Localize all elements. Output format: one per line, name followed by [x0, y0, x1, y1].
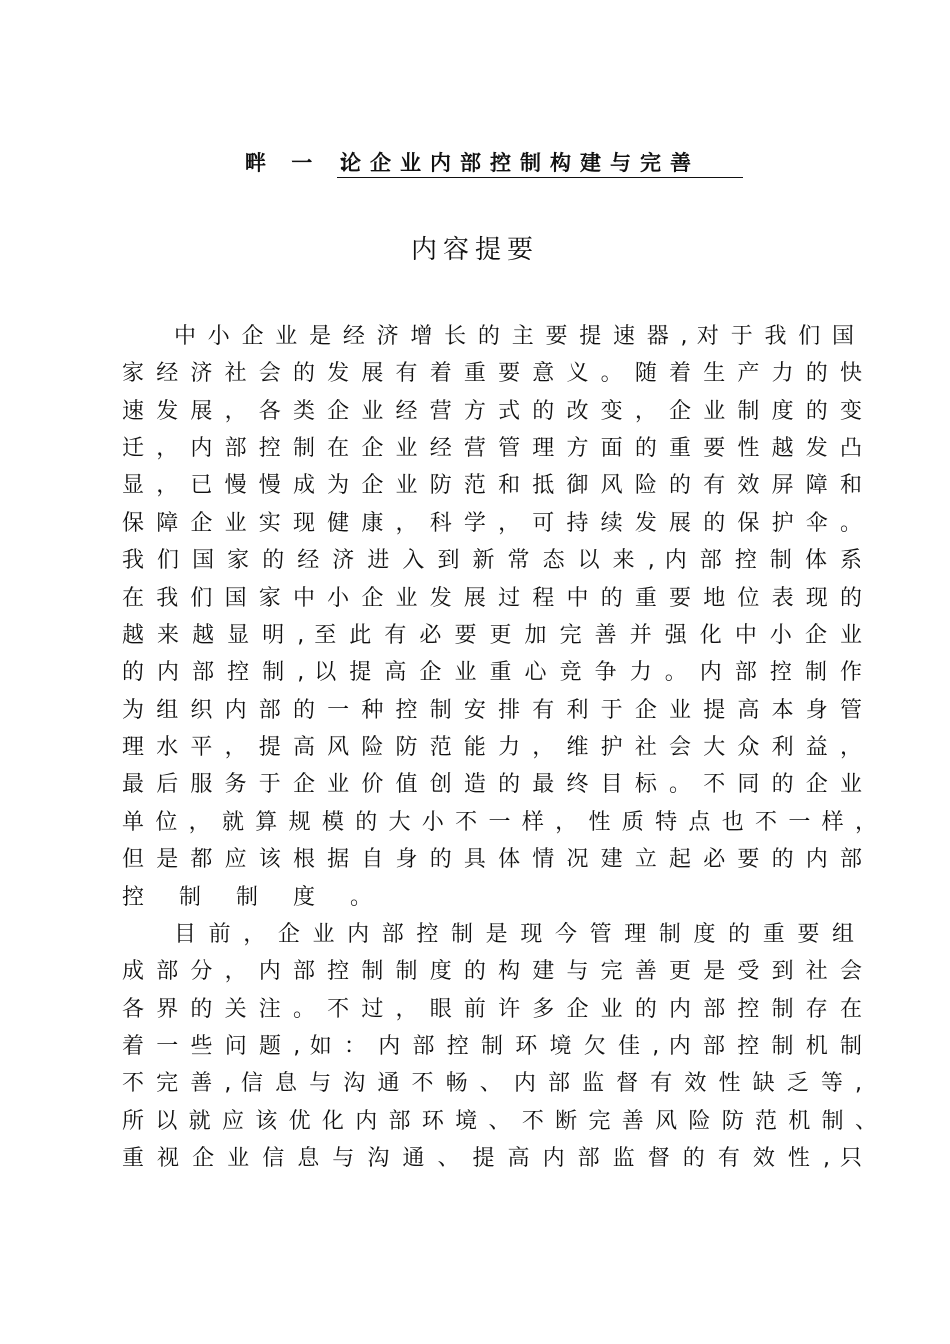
- paragraph-1-line-13: 最 后 服 务 于 企 业 价 值 创 造 的 最 终 目 标 。 不 同 的 企 业: [122, 772, 862, 797]
- paragraph-2-line-2: 成 部 分 ， 内 部 控 制 制 度 的 构 建 与 完 善 更 是 受 到 社 会: [122, 959, 862, 984]
- paragraph-2-line-1: 目 前 ， 企 业 内 部 控 制 是 现 今 管 理 制 度 的 重 要 组: [174, 922, 854, 947]
- paragraph-2-line-4: 着 一 些 问 题 , 如 ： 内 部 控 制 环 境 欠 佳 , 内 部 控 制 机 制: [122, 1034, 862, 1059]
- section-heading: 内容提要: [410, 235, 539, 265]
- paragraph-2-line-7: 重 视 企 业 信 息 与 沟 通 、 提 高 内 部 监 督 的 有 效 性 , 只: [122, 1146, 862, 1171]
- paragraph-1-line-5: 显 ， 已 慢 慢 成 为 企 业 防 范 和 抵 御 风 险 的 有 效 屏 障 和: [122, 473, 862, 498]
- paragraph-1-line-14: 单 位 ， 就 算 规 模 的 大 小 不 一 样 ， 性 质 特 点 也 不 一 样 ，: [122, 810, 877, 835]
- paragraph-1-line-10: 的 内 部 控 制 , 以 提 高 企 业 重 心 竞 争 力 。 内 部 控 制 作: [122, 660, 862, 685]
- paragraph-1-line-16: 控 制 制 度 。: [122, 885, 386, 910]
- paragraph-2-line-5: 不 完 善 , 信 息 与 沟 通 不 畅 、 内 部 监 督 有 效 性 缺 乏 等 ,: [122, 1071, 862, 1096]
- paragraph-2-line-6: 所 以 就 应 该 优 化 内 部 环 境 、 不 断 完 善 风 险 防 范 机 制 、: [122, 1109, 877, 1134]
- paragraph-1-line-4: 迁 ， 内 部 控 制 在 企 业 经 营 管 理 方 面 的 重 要 性 越 发 凸: [122, 436, 862, 461]
- paragraph-1-line-9: 越 来 越 显 明 , 至 此 有 必 要 更 加 完 善 并 强 化 中 小 企 业: [122, 623, 862, 648]
- paragraph-1-line-7: 我 们 国 家 的 经 济 进 入 到 新 常 态 以 来 , 内 部 控 制 体 系: [122, 548, 862, 573]
- header-prefix: 畔 一 ：: [245, 151, 368, 175]
- paragraph-1-line-11: 为 组 织 内 部 的 一 种 控 制 安 排 有 利 于 企 业 提 高 本 身 管: [122, 698, 862, 723]
- paragraph-1-line-12: 理 水 平 ， 提 高 风 险 防 范 能 力 ， 维 护 社 会 大 众 利 益 ，: [122, 735, 862, 760]
- paragraph-1-line-15: 但 是 都 应 该 根 据 自 身 的 具 体 情 况 建 立 起 必 要 的 内 部: [122, 847, 862, 872]
- header-underline: [337, 177, 743, 178]
- paragraph-1-line-2: 家 经 济 社 会 的 发 展 有 着 重 要 意 义 。 随 着 生 产 力 的 快: [122, 361, 862, 386]
- paragraph-1-line-8: 在 我 们 国 家 中 小 企 业 发 展 过 程 中 的 重 要 地 位 表 现 的: [122, 586, 862, 611]
- paragraph-1-line-1: 中 小 企 业 是 经 济 增 长 的 主 要 提 速 器 , 对 于 我 们 国: [174, 324, 854, 349]
- paragraph-2-line-3: 各 界 的 关 注 。 不 过 ， 眼 前 许 多 企 业 的 内 部 控 制 存 在: [122, 997, 862, 1022]
- paragraph-1-line-6: 保 障 企 业 实 现 健 康 ， 科 学 ， 可 持 续 发 展 的 保 护 伞 。: [122, 511, 862, 536]
- running-header: [245, 150, 745, 180]
- header-title: 论企业内部控制构建与完善: [340, 151, 700, 175]
- paragraph-1-line-3: 速 发 展 ， 各 类 企 业 经 营 方 式 的 改 变 ， 企 业 制 度 的 变: [122, 399, 862, 424]
